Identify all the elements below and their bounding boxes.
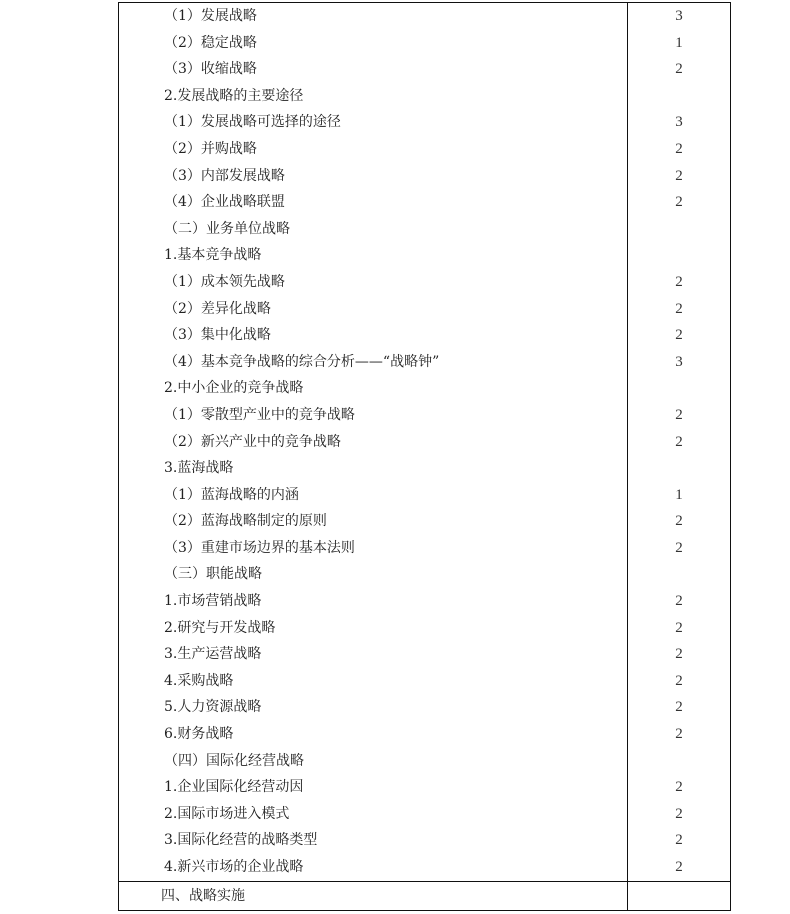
topic-cell: （3）内部发展战略 bbox=[119, 163, 628, 190]
topic-cell: （3）集中化战略 bbox=[119, 322, 628, 349]
hours-cell: 2 bbox=[628, 801, 731, 828]
topic-cell: （1）发展战略可选择的途径 bbox=[119, 109, 628, 136]
table-row bbox=[119, 83, 731, 110]
table-row bbox=[119, 109, 731, 136]
hours-cell bbox=[628, 216, 731, 243]
topic-cell: （二）业务单位战略 bbox=[119, 216, 628, 243]
hours-cell: 2 bbox=[628, 163, 731, 190]
hours-cell bbox=[628, 375, 731, 402]
hours-cell bbox=[628, 748, 731, 775]
table-row bbox=[119, 242, 731, 269]
topic-cell: （1）发展战略 bbox=[119, 3, 628, 30]
topic-cell: 4.采购战略 bbox=[119, 668, 628, 695]
hours-cell: 2 bbox=[628, 588, 731, 615]
table-row bbox=[119, 322, 731, 349]
hours-cell: 3 bbox=[628, 3, 731, 30]
topic-cell: （4）基本竞争战略的综合分析——“战略钟” bbox=[119, 349, 628, 376]
topic-cell: （2）蓝海战略制定的原则 bbox=[119, 508, 628, 535]
hours-cell: 2 bbox=[628, 535, 731, 562]
table-row bbox=[119, 508, 731, 535]
hours-cell bbox=[628, 561, 731, 588]
hours-cell: 2 bbox=[628, 694, 731, 721]
table-row bbox=[119, 429, 731, 456]
table-row bbox=[119, 588, 731, 615]
table-row bbox=[119, 269, 731, 296]
topic-cell: （3）重建市场边界的基本法则 bbox=[119, 535, 628, 562]
hours-cell: 1 bbox=[628, 30, 731, 57]
hours-cell: 2 bbox=[628, 721, 731, 748]
hours-cell: 2 bbox=[628, 429, 731, 456]
table-row bbox=[119, 827, 731, 854]
hours-cell: 2 bbox=[628, 322, 731, 349]
hours-cell: 2 bbox=[628, 508, 731, 535]
table-row bbox=[119, 668, 731, 695]
hours-cell: 2 bbox=[628, 615, 731, 642]
table-row bbox=[119, 56, 731, 83]
topic-cell: 1.基本竞争战略 bbox=[119, 242, 628, 269]
hours-cell: 2 bbox=[628, 827, 731, 854]
hours-cell: 1 bbox=[628, 482, 731, 509]
hours-cell: 2 bbox=[628, 854, 731, 881]
syllabus-table bbox=[118, 2, 731, 911]
table-row bbox=[119, 163, 731, 190]
hours-cell: 2 bbox=[628, 56, 731, 83]
table-row bbox=[119, 615, 731, 642]
hours-cell: 2 bbox=[628, 668, 731, 695]
table-row bbox=[119, 402, 731, 429]
table-row bbox=[119, 561, 731, 588]
topic-cell: （三）职能战略 bbox=[119, 561, 628, 588]
table-row bbox=[119, 136, 731, 163]
topic-cell: （2）差异化战略 bbox=[119, 296, 628, 323]
hours-cell bbox=[628, 455, 731, 482]
topic-cell: （4）企业战略联盟 bbox=[119, 189, 628, 216]
topic-cell: 3.蓝海战略 bbox=[119, 455, 628, 482]
hours-cell: 2 bbox=[628, 402, 731, 429]
topic-cell: （2）新兴产业中的竞争战略 bbox=[119, 429, 628, 456]
topic-cell: （1）零散型产业中的竞争战略 bbox=[119, 402, 628, 429]
table-row bbox=[119, 774, 731, 801]
hours-cell: 2 bbox=[628, 189, 731, 216]
table-row bbox=[119, 694, 731, 721]
topic-cell: （1）蓝海战略的内涵 bbox=[119, 482, 628, 509]
table-row bbox=[119, 349, 731, 376]
table-row bbox=[119, 801, 731, 828]
section-title-cell: 四、战略实施 bbox=[119, 881, 628, 910]
table-row bbox=[119, 641, 731, 668]
topic-cell: 2.研究与开发战略 bbox=[119, 615, 628, 642]
hours-cell: 2 bbox=[628, 136, 731, 163]
table-row bbox=[119, 375, 731, 402]
table-row bbox=[119, 854, 731, 881]
topic-cell: 2.发展战略的主要途径 bbox=[119, 83, 628, 110]
topic-cell: 5.人力资源战略 bbox=[119, 694, 628, 721]
topic-cell: 1.市场营销战略 bbox=[119, 588, 628, 615]
topic-cell: 3.生产运营战略 bbox=[119, 641, 628, 668]
table-row bbox=[119, 748, 731, 775]
table-row bbox=[119, 296, 731, 323]
section-row-strategy-implementation bbox=[119, 881, 731, 910]
hours-cell bbox=[628, 83, 731, 110]
topic-cell: 2.中小企业的竞争战略 bbox=[119, 375, 628, 402]
table-row bbox=[119, 216, 731, 243]
hours-cell: 2 bbox=[628, 774, 731, 801]
topic-cell: （2）并购战略 bbox=[119, 136, 628, 163]
topic-cell: 1.企业国际化经营动因 bbox=[119, 774, 628, 801]
topic-cell: （3）收缩战略 bbox=[119, 56, 628, 83]
table-row bbox=[119, 535, 731, 562]
topic-cell: 2.国际市场进入模式 bbox=[119, 801, 628, 828]
hours-cell bbox=[628, 242, 731, 269]
topic-cell: 6.财务战略 bbox=[119, 721, 628, 748]
table-row bbox=[119, 189, 731, 216]
hours-cell: 2 bbox=[628, 296, 731, 323]
hours-cell: 2 bbox=[628, 641, 731, 668]
topic-cell: （四）国际化经营战略 bbox=[119, 748, 628, 775]
topic-cell: （2）稳定战略 bbox=[119, 30, 628, 57]
table-row bbox=[119, 455, 731, 482]
hours-cell: 3 bbox=[628, 109, 731, 136]
table-row bbox=[119, 3, 731, 30]
syllabus-body bbox=[119, 3, 731, 911]
section-hours-cell bbox=[628, 881, 731, 910]
topic-cell: （1）成本领先战略 bbox=[119, 269, 628, 296]
table-row bbox=[119, 721, 731, 748]
topic-cell: 3.国际化经营的战略类型 bbox=[119, 827, 628, 854]
table-row bbox=[119, 30, 731, 57]
hours-cell: 2 bbox=[628, 269, 731, 296]
table-row bbox=[119, 482, 731, 509]
topic-cell: 4.新兴市场的企业战略 bbox=[119, 854, 628, 881]
hours-cell: 3 bbox=[628, 349, 731, 376]
